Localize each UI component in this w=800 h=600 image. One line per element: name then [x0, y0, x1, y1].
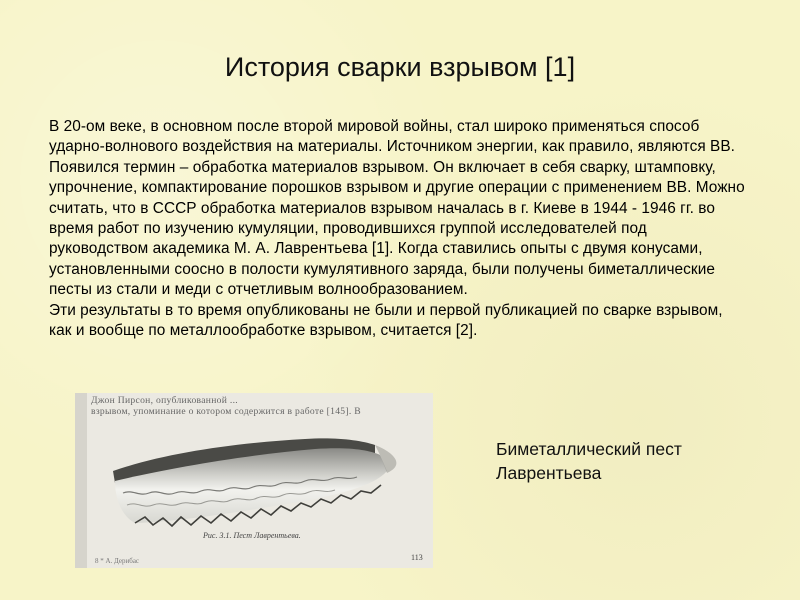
figure-page-number: 113 [411, 553, 423, 562]
slide-title: История сварки взрывом [1] [224, 52, 576, 82]
body-paragraph: Эти результаты в то время опубликованы не были и первой публикацией по сварке взрывом, как и вообще по металлообработке взрывом, считается [2]. [49, 301, 723, 340]
side-caption-line: Лаврентьева [496, 463, 602, 483]
body-paragraph: В 20-ом веке, в основном после второй мировой войны, стал широко применяться способ ударно-волнового воздействия на материалы. Источником энергии, как правило, являются ВВ. Появился термин – обработка материалов взрывом. Он включает в себя сварку, штамповку, упрочнение, компактирование порошков взрывом и другие операции с применением ВВ. Можно считать, что в СССР обработка материалов взрывом началась в г. Киеве в 1944 - 1946 гг. во время работ по изучению кумуляции, проводившихся группой исследователей под руководством академика М. А. Лаврентьева [1]. Когда ставились опыты с двумя конусами, установленными соосно в полости кумулятивного заряда, были получены биметаллические песты из стали и меди с отчетливым волнообразованием. [49, 118, 745, 299]
figure-bottom-text: 8 * А. Дерибас [95, 557, 140, 565]
figure-lavrentyev-pestle [75, 393, 433, 568]
figure-top-text-line: Джон Пирсон, опубликованной ... [91, 395, 238, 406]
figure-top-text-line: взрывом, упоминание о котором содержится в работе [145]. В [91, 406, 361, 417]
figure-top-text [91, 395, 431, 417]
body-text [49, 117, 749, 341]
side-caption-line: Биметаллический пест [496, 439, 682, 459]
figure-caption: Рис. 3.1. Пест Лаврентьева. [203, 531, 301, 540]
side-caption [496, 437, 756, 485]
pestle-photo-drawing [75, 393, 433, 568]
